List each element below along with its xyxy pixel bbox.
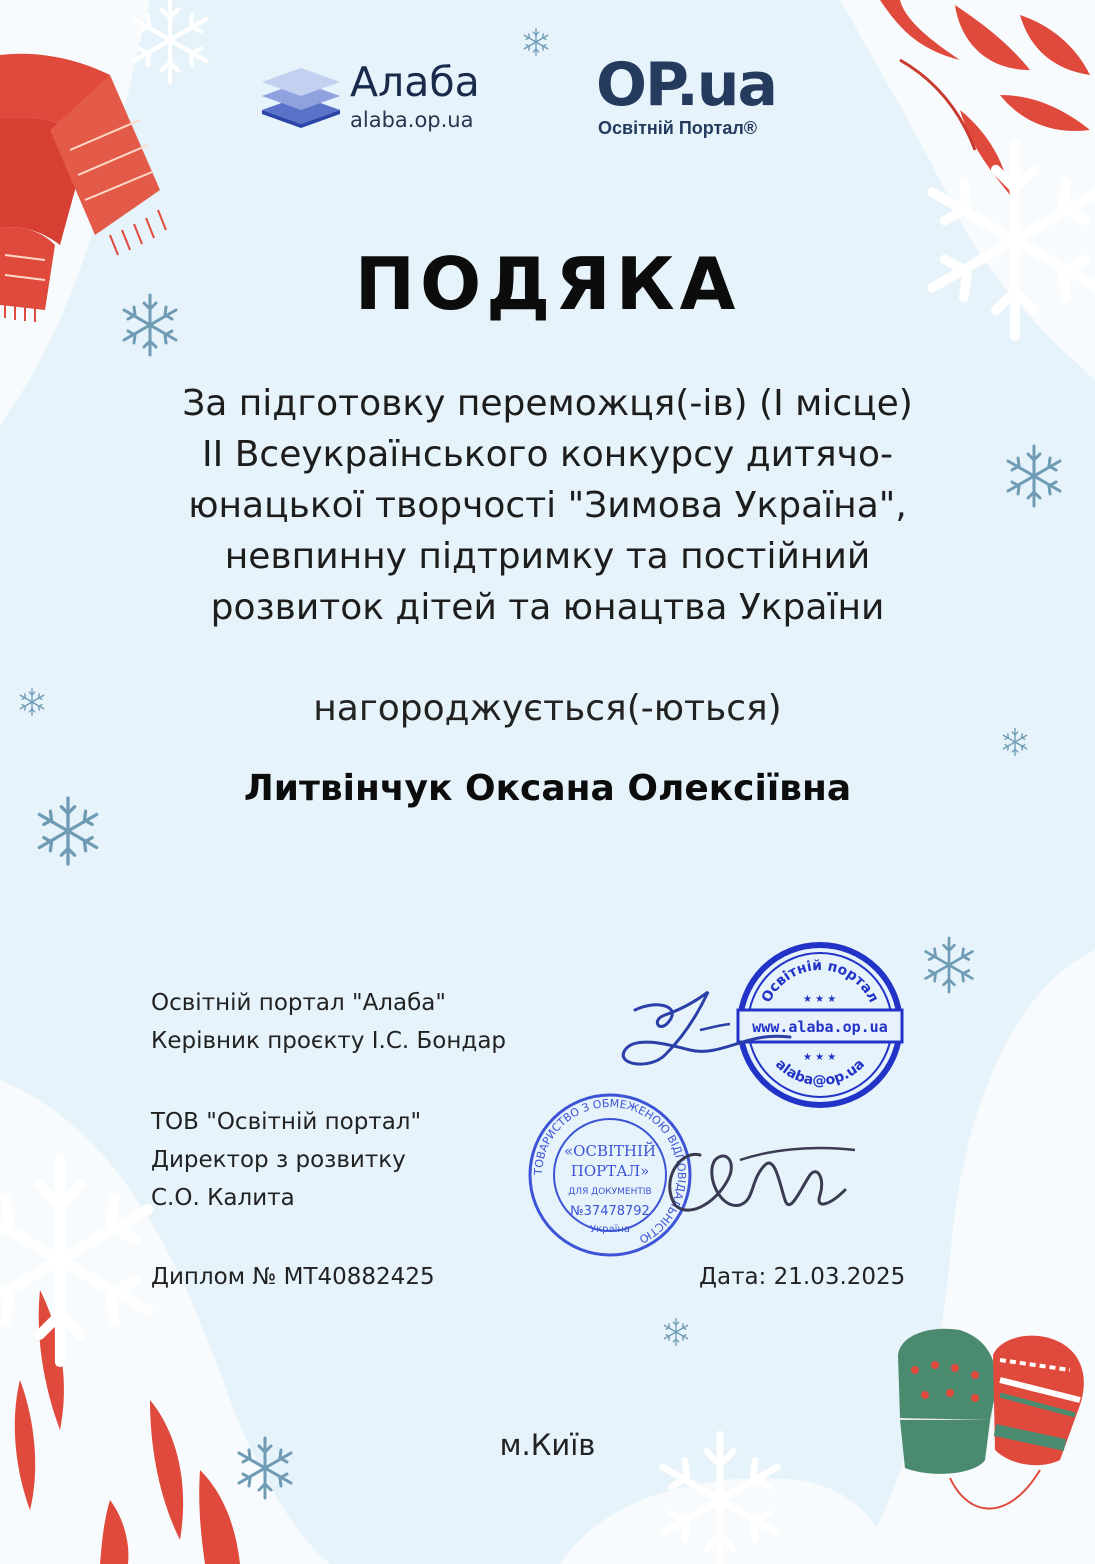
svg-text:★ ★ ★: ★ ★ ★ xyxy=(803,994,837,1005)
city: м.Київ xyxy=(499,1428,596,1462)
stamp2-center-2: ПОРТАЛ» xyxy=(570,1162,650,1180)
snowflake-icon xyxy=(664,1319,687,1346)
alaba-logo-url: alaba.op.ua xyxy=(350,108,474,132)
signatory-1-org: Освітній портал "Алаба" xyxy=(151,990,446,1016)
stamp2-center-1: «ОСВІТНІЙ xyxy=(564,1142,656,1160)
stamp2-center-3: ДЛЯ ДОКУМЕНТІВ xyxy=(568,1187,652,1197)
snowflake-icon xyxy=(1003,729,1026,756)
certificate-title: ПОДЯКА xyxy=(354,242,741,326)
diploma-number: Диплом № МТ40882425 xyxy=(151,1264,435,1290)
body-line: ІІ Всеукраїнського конкурсу дитячо- xyxy=(202,434,893,475)
stamp2-code: №37478792 xyxy=(570,1204,650,1219)
snowflake-icon xyxy=(524,29,547,56)
signature-1 xyxy=(610,980,810,1080)
signatory-2-name: С.О. Калита xyxy=(151,1185,295,1211)
alaba-logo-icon xyxy=(258,62,344,134)
body-line: невпинну підтримку та постійний xyxy=(224,536,871,577)
snowflake-icon xyxy=(926,938,973,992)
body-line: За підготовку переможця(-ів) (І місце) xyxy=(182,383,913,424)
body-line: юнацької творчості "Зимова Україна", xyxy=(188,485,907,526)
signature-2 xyxy=(640,1120,860,1230)
svg-text:★ ★ ★: ★ ★ ★ xyxy=(803,1052,837,1063)
opua-logo-name: OP.ua xyxy=(596,50,776,120)
signatory-2-org: ТОВ "Освітній портал" xyxy=(151,1109,422,1135)
signatory-1-role: Керівник проєкту І.С. Бондар xyxy=(151,1028,507,1054)
signatory-2 xyxy=(151,1103,421,1217)
opua-logo-subtitle: Освітній Портал® xyxy=(598,118,758,138)
issue-date: Дата: 21.03.2025 xyxy=(699,1264,906,1290)
stamp1-center-text: www.alaba.op.ua xyxy=(752,1018,888,1036)
awarded-text: нагороджується(-ються) xyxy=(313,688,782,729)
recipient-name: Литвінчук Оксана Олексіївна xyxy=(243,768,852,809)
certificate-body xyxy=(0,378,1095,633)
stamp2-ring-text: ТОВАРИСТВО З ОБМЕЖЕНОЮ ВІДПОВІДАЛЬНІСТЮ xyxy=(531,1096,689,1246)
stamp1-bottom-text: alaba@op.ua xyxy=(772,1056,868,1090)
body-line: розвиток дітей та юнацтва України xyxy=(210,587,885,628)
signatory-1 xyxy=(151,984,506,1060)
alaba-logo-name: Алаба xyxy=(350,58,480,106)
stamp2-bottom: Україна xyxy=(589,1224,631,1235)
signatory-2-role: Директор з розвитку xyxy=(151,1147,406,1173)
stamp1-top-text: Освітній портал xyxy=(758,957,882,1006)
